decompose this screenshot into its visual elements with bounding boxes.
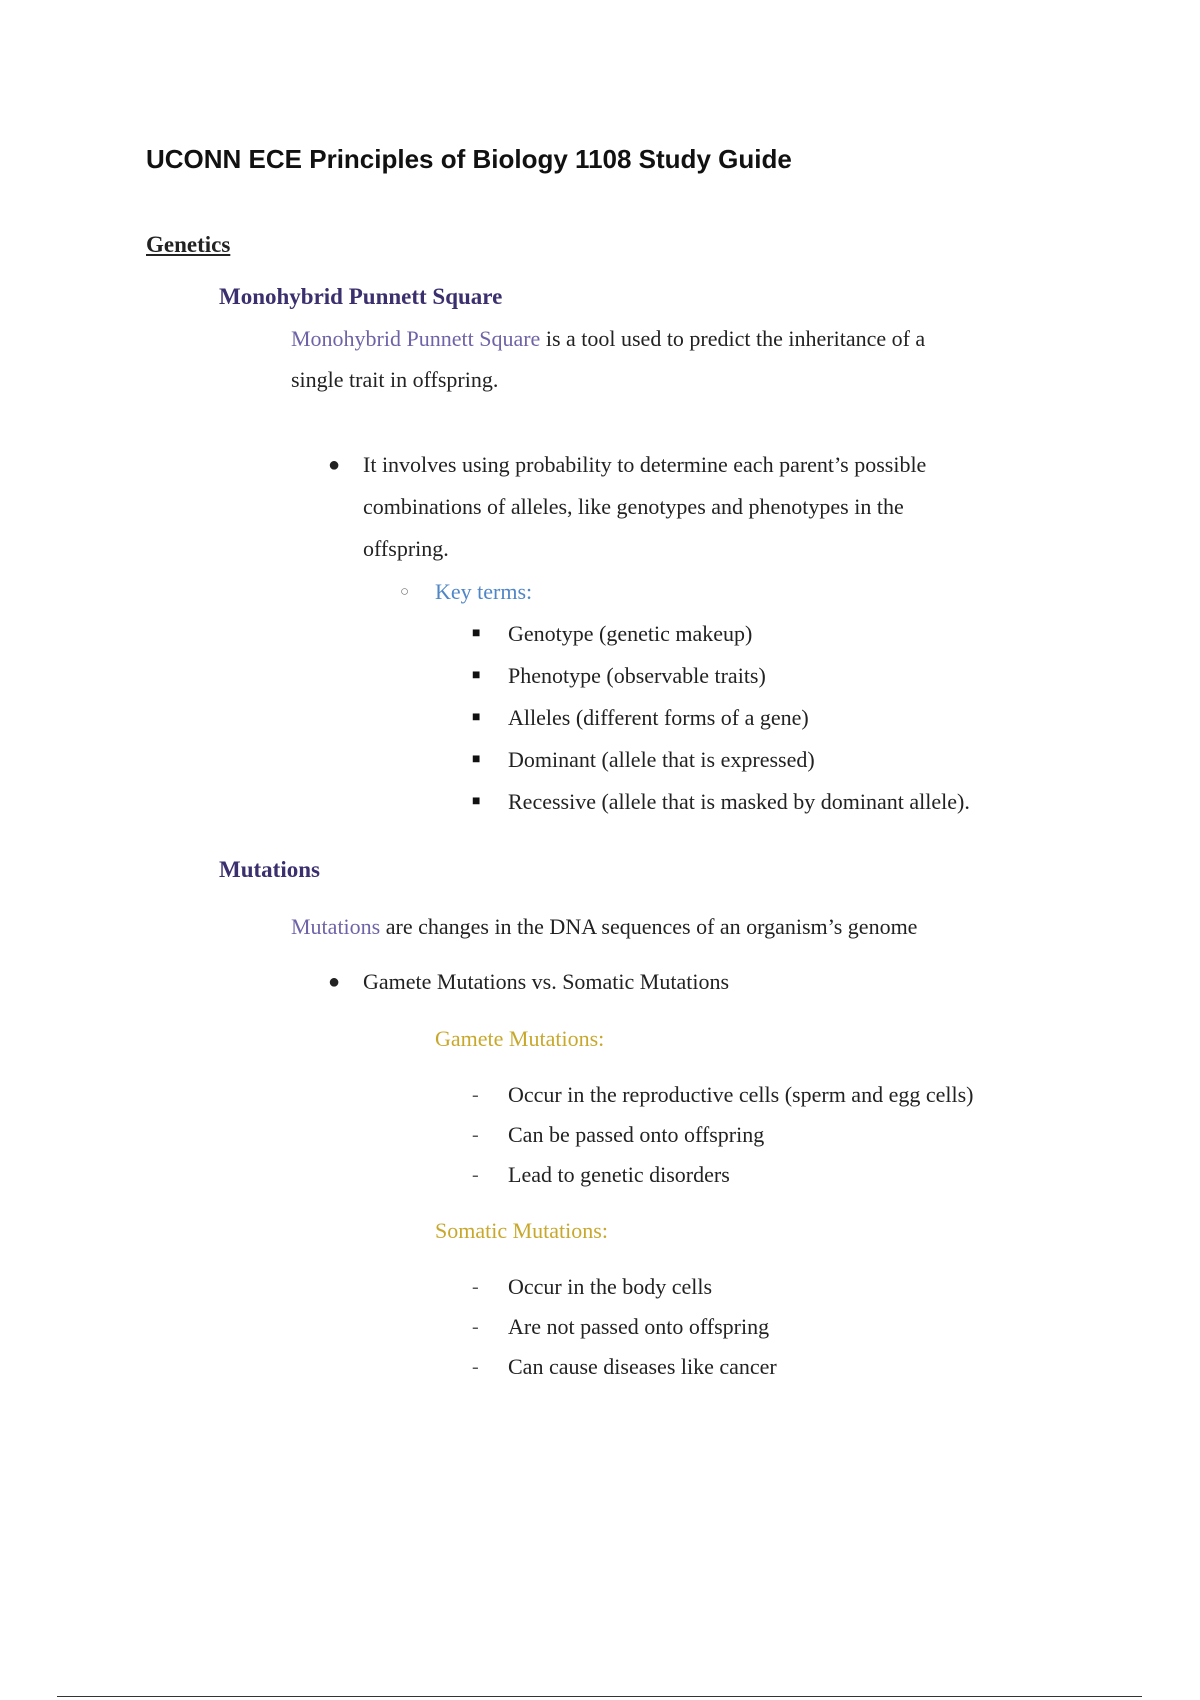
bullet-icon: ● xyxy=(328,454,341,476)
punnett-bullet-line3: offspring. xyxy=(363,536,449,561)
list-item: - Lead to genetic disorders xyxy=(508,1155,973,1195)
punnett-bullet-line1: It involves using probability to determine each parent’s possible xyxy=(363,452,927,477)
square-bullet-icon: ■ xyxy=(472,752,481,767)
dash-bullet-icon: - xyxy=(472,1084,479,1106)
square-bullet-icon: ■ xyxy=(472,794,481,809)
subheading-mutations: Mutations xyxy=(219,857,320,882)
dash-bullet-icon: - xyxy=(472,1124,479,1146)
list-item: - Occur in the reproductive cells (sperm and egg cells) xyxy=(508,1075,973,1115)
key-terms-label: Key terms: xyxy=(435,579,533,604)
list-item: ■ Phenotype (observable traits) xyxy=(508,655,970,697)
punnett-intro-paragraph xyxy=(291,318,1091,400)
subheading-punnett-square: Monohybrid Punnett Square xyxy=(219,284,503,309)
list-item: ■ Dominant (allele that is expressed) xyxy=(508,739,970,781)
key-terms-item xyxy=(400,571,533,613)
square-bullet-icon: ■ xyxy=(472,710,481,725)
dash-bullet-icon: - xyxy=(472,1356,479,1378)
somatic-mutations-label: Somatic Mutations: xyxy=(435,1218,608,1243)
mutations-bullet-text: Gamete Mutations vs. Somatic Mutations xyxy=(363,969,730,994)
list-item: ■ Genotype (genetic makeup) xyxy=(508,613,970,655)
punnett-bullet-line2: combinations of alleles, like genotypes and phenotypes in the xyxy=(363,494,904,519)
mutations-intro-paragraph xyxy=(291,906,1091,947)
dash-bullet-icon: - xyxy=(472,1276,479,1298)
mutations-bullet xyxy=(328,961,1083,1003)
document-title: UCONN ECE Principles of Biology 1108 Study Guide xyxy=(146,144,792,174)
punnett-term: Monohybrid Punnett Square xyxy=(291,326,541,351)
section-heading-genetics: Genetics xyxy=(146,232,231,257)
square-bullet-icon: ■ xyxy=(472,626,481,641)
list-item: ■ Alleles (different forms of a gene) xyxy=(508,697,970,739)
list-item: - Occur in the body cells xyxy=(508,1267,777,1307)
mutations-intro-rest: are changes in the DNA sequences of an organism’s genome xyxy=(380,914,918,939)
punnett-bullet xyxy=(328,444,1083,570)
square-bullet-icon: ■ xyxy=(472,668,481,683)
list-item: - Are not passed onto offspring xyxy=(508,1307,777,1347)
list-item: - Can be passed onto offspring xyxy=(508,1115,973,1155)
list-item: ■ Recessive (allele that is masked by dominant allele). xyxy=(508,781,970,823)
list-item: - Can cause diseases like cancer xyxy=(508,1347,777,1387)
dash-bullet-icon: - xyxy=(472,1164,479,1186)
punnett-intro-line2: single trait in offspring. xyxy=(291,367,499,392)
page-bottom-divider xyxy=(57,1696,1142,1697)
dash-bullet-icon: - xyxy=(472,1316,479,1338)
gamete-mutations-label: Gamete Mutations: xyxy=(435,1026,605,1051)
mutations-term: Mutations xyxy=(291,914,381,939)
somatic-mutations-list xyxy=(472,1267,777,1387)
bullet-icon: ● xyxy=(328,971,341,993)
circle-bullet-icon: ○ xyxy=(400,584,410,600)
punnett-intro-rest: is a tool used to predict the inheritance of a xyxy=(540,326,926,351)
gamete-mutations-list xyxy=(472,1075,974,1195)
key-terms-list xyxy=(472,613,970,823)
